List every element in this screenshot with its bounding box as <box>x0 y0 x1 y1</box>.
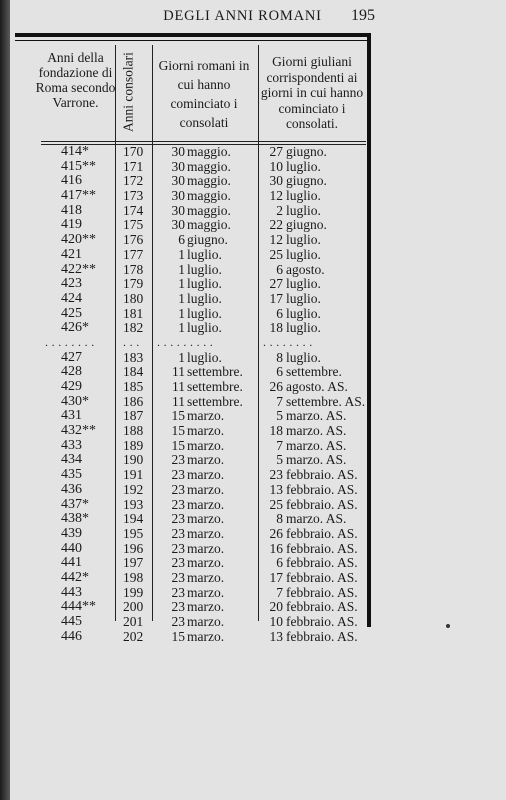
consular-year-cell: 184 <box>123 364 144 380</box>
founding-year-cell: 437* <box>61 496 89 512</box>
table-row <box>15 483 367 498</box>
julian-month-cell: giugno. <box>286 217 327 233</box>
table-row <box>15 556 367 571</box>
founding-year-cell: 431 <box>61 408 82 424</box>
roman-day-cell: 15 <box>171 437 185 453</box>
julian-month-cell: marzo. AS. <box>286 408 347 424</box>
header-roman-days: Giorni romani in cui hanno cominciato i consolati <box>158 58 250 130</box>
roman-day-cell: 23 <box>171 599 185 615</box>
table-row <box>15 351 367 366</box>
roman-month-cell: marzo. <box>187 584 225 600</box>
roman-day-cell: 23 <box>171 496 185 512</box>
founding-year-cell: 441 <box>61 555 82 571</box>
julian-day-cell: 6 <box>276 261 283 277</box>
roman-month-cell: luglio. <box>187 246 222 262</box>
consular-year-cell: 170 <box>123 144 144 159</box>
founding-year-cell: 422** <box>61 261 96 277</box>
consular-year-cell: 181 <box>123 305 144 321</box>
consular-year-cell: 177 <box>123 246 144 262</box>
table-row <box>15 468 367 483</box>
roman-month-cell: marzo. <box>187 408 225 424</box>
consular-year-cell: 189 <box>123 437 144 453</box>
consular-year-cell: 202 <box>123 628 144 644</box>
table-row <box>15 600 367 615</box>
consular-year-cell: 180 <box>123 290 144 306</box>
founding-year-cell: 444** <box>61 599 96 615</box>
julian-month-cell: marzo. AS. <box>286 452 347 468</box>
header-rule <box>41 141 366 142</box>
roman-month-cell: maggio. <box>187 202 231 218</box>
julian-month-cell: settembre. <box>286 364 342 380</box>
consular-year-cell: 174 <box>123 202 144 218</box>
table-row <box>15 365 367 380</box>
roman-day-cell: 1 <box>178 305 185 321</box>
julian-month-cell: febbraio. AS. <box>286 525 358 541</box>
consular-year-cell: 171 <box>123 158 144 174</box>
roman-day-cell: 30 <box>171 202 185 218</box>
roman-month-cell: marzo. <box>187 569 225 585</box>
header-founding-years: Anni della fondazione di Roma secondo Varrone. <box>35 50 116 110</box>
consular-year-cell: 188 <box>123 423 144 439</box>
roman-day-cell: 23 <box>171 569 185 585</box>
julian-day-cell: 26 <box>269 379 283 394</box>
consular-year-cell: 182 <box>123 320 144 336</box>
julian-month-cell: giugno. <box>286 173 327 189</box>
table-row <box>15 512 367 527</box>
julian-day-cell: 12 <box>269 232 283 248</box>
julian-month-cell: marzo. AS. <box>286 437 347 453</box>
founding-year-cell: 417** <box>61 188 96 204</box>
roman-day-cell: 30 <box>171 173 185 189</box>
table-row <box>15 204 367 219</box>
julian-day-cell: 12 <box>269 188 283 204</box>
julian-day-cell: 25 <box>269 246 283 262</box>
julian-day-cell: 18 <box>269 320 283 336</box>
julian-month-cell: marzo. AS. <box>286 423 347 439</box>
roman-day-cell: 15 <box>171 408 185 424</box>
roman-month-cell: marzo. <box>187 423 225 439</box>
roman-day-cell: 6 <box>178 232 185 248</box>
roman-day-cell: 23 <box>171 584 185 600</box>
founding-year-cell: 438* <box>61 511 89 527</box>
founding-year-cell: 426* <box>61 320 89 336</box>
consular-year-cell: 196 <box>123 540 144 556</box>
founding-year-cell: 423 <box>61 276 82 292</box>
julian-day-cell: 23 <box>269 467 283 483</box>
julian-month-cell: luglio. <box>286 276 321 292</box>
consular-year-cell: 201 <box>123 614 144 629</box>
founding-year-cell: 446 <box>61 628 82 644</box>
julian-day-cell: 7 <box>276 584 283 600</box>
roman-day-cell: 11 <box>172 379 185 394</box>
roman-month-cell: marzo. <box>187 614 225 629</box>
julian-month-cell: febbraio. AS. <box>286 569 358 585</box>
julian-month-cell: luglio. <box>286 320 321 336</box>
founding-year-cell: 418 <box>61 202 82 218</box>
julian-month-cell: luglio. <box>286 232 321 248</box>
roman-day-cell: 23 <box>171 614 185 629</box>
consular-year-cell: 183 <box>123 349 144 365</box>
julian-month-cell: agosto. AS. <box>286 379 348 394</box>
roman-day-cell: 1 <box>178 261 185 277</box>
roman-day-cell: 23 <box>171 525 185 541</box>
roman-day-cell: 11 <box>172 393 185 409</box>
table-row <box>15 277 367 292</box>
table-row <box>15 615 367 630</box>
roman-month-cell: marzo. <box>187 540 225 556</box>
roman-month-cell: maggio. <box>187 217 231 233</box>
julian-day-cell: 7 <box>276 393 283 409</box>
julian-day-cell: 13 <box>269 481 283 497</box>
roman-month-cell: luglio. <box>187 349 222 365</box>
julian-day-cell: 27 <box>269 144 283 159</box>
julian-month-cell: febbraio. AS. <box>286 481 358 497</box>
founding-year-cell: 443 <box>61 584 82 600</box>
roman-day-cell: 30 <box>171 217 185 233</box>
julian-month-cell: luglio. <box>286 246 321 262</box>
julian-day-cell: 6 <box>276 305 283 321</box>
consular-year-cell: 198 <box>123 569 144 585</box>
table-row <box>15 174 367 189</box>
founding-year-cell: 419 <box>61 217 82 233</box>
founding-year-cell: 414* <box>61 144 89 159</box>
julian-day-cell: 10 <box>269 158 283 174</box>
julian-month-cell: febbraio. AS. <box>286 555 358 571</box>
roman-month-cell: luglio. <box>187 261 222 277</box>
julian-day-cell: 17 <box>269 290 283 306</box>
julian-day-cell: 27 <box>269 276 283 292</box>
julian-day-cell: 6 <box>276 555 283 571</box>
table-row <box>15 527 367 542</box>
table-row <box>15 424 367 439</box>
table-row <box>15 307 367 322</box>
roman-month-cell: maggio. <box>187 173 231 189</box>
founding-year-cell: 442* <box>61 569 89 585</box>
consular-year-cell: 187 <box>123 408 144 424</box>
roman-month-cell: luglio. <box>187 320 222 336</box>
roman-day-cell: 11 <box>172 364 185 380</box>
julian-month-cell: luglio. <box>286 202 321 218</box>
julian-day-cell: 2 <box>276 202 283 218</box>
founding-year-cell: 445 <box>61 614 82 629</box>
julian-month-cell: febbraio. AS. <box>286 584 358 600</box>
founding-year-cell: 415** <box>61 158 96 174</box>
julian-month-cell: febbraio. AS. <box>286 467 358 483</box>
roman-day-cell: 30 <box>171 158 185 174</box>
julian-month-cell: agosto. <box>286 261 325 277</box>
founding-year-cell: 425 <box>61 305 82 321</box>
roman-day-cell: 1 <box>178 290 185 306</box>
consular-year-cell: 175 <box>123 217 144 233</box>
table-row <box>15 233 367 248</box>
table-row <box>15 248 367 263</box>
consular-year-cell: 195 <box>123 525 144 541</box>
julian-day-cell: 10 <box>269 614 283 629</box>
roman-day-cell: 1 <box>178 246 185 262</box>
consular-year-cell: 178 <box>123 261 144 277</box>
consular-year-cell: 191 <box>123 467 144 483</box>
roman-day-cell: 1 <box>178 276 185 292</box>
roman-month-cell: luglio. <box>187 276 222 292</box>
julian-month-cell: febbraio. AS. <box>286 599 358 615</box>
table-row <box>15 586 367 601</box>
consular-year-cell: 194 <box>123 511 144 527</box>
julian-day-cell: 5 <box>276 452 283 468</box>
table-row <box>15 189 367 204</box>
consular-year-cell: 199 <box>123 584 144 600</box>
roman-day-cell: 23 <box>171 467 185 483</box>
julian-day-cell: 22 <box>269 217 283 233</box>
roman-day-cell: 23 <box>171 481 185 497</box>
roman-day-cell: 23 <box>171 540 185 556</box>
consular-year-cell: 190 <box>123 452 144 468</box>
table-row <box>15 439 367 454</box>
roman-day-cell: 23 <box>171 511 185 527</box>
roman-month-cell: maggio. <box>187 144 231 159</box>
julian-day-cell: 17 <box>269 569 283 585</box>
consular-year-cell: 197 <box>123 555 144 571</box>
roman-day-cell: 23 <box>171 452 185 468</box>
founding-year-cell: 430* <box>61 393 89 409</box>
founding-year-cell: 436 <box>61 481 82 497</box>
table-row <box>15 571 367 586</box>
julian-day-cell: 30 <box>269 173 283 189</box>
roman-day-cell: 15 <box>171 423 185 439</box>
founding-year-cell: 424 <box>61 290 82 306</box>
roman-day-cell: 1 <box>178 320 185 336</box>
consular-year-cell: 176 <box>123 232 144 248</box>
table-row <box>15 409 367 424</box>
roman-month-cell: marzo. <box>187 555 225 571</box>
table-row <box>15 542 367 557</box>
julian-month-cell: luglio. <box>286 188 321 204</box>
roman-month-cell: marzo. <box>187 525 225 541</box>
roman-month-cell: luglio. <box>187 305 222 321</box>
roman-month-cell: marzo. <box>187 628 225 644</box>
consular-year-cell: 179 <box>123 276 144 292</box>
roman-month-cell: maggio. <box>187 158 231 174</box>
roman-day-cell: 30 <box>171 188 185 204</box>
julian-month-cell: luglio. <box>286 349 321 365</box>
julian-day-cell: 8 <box>276 511 283 527</box>
table-row <box>15 498 367 513</box>
roman-day-cell: 23 <box>171 555 185 571</box>
julian-month-cell: luglio. <box>286 305 321 321</box>
julian-month-cell: febbraio. AS. <box>286 614 358 629</box>
running-head: DEGLI ANNI ROMANI <box>163 8 322 24</box>
founding-year-cell: 429 <box>61 379 82 394</box>
roman-month-cell: luglio. <box>187 290 222 306</box>
julian-day-cell: 5 <box>276 408 283 424</box>
founding-year-cell: 427 <box>61 349 82 365</box>
founding-year-cell: 421 <box>61 246 82 262</box>
roman-month-cell: marzo. <box>187 452 225 468</box>
table-body <box>15 145 367 644</box>
roman-month-cell: marzo. <box>187 437 225 453</box>
founding-year-cell: 416 <box>61 173 82 189</box>
founding-year-cell: 428 <box>61 364 82 380</box>
founding-year-cell: 420** <box>61 232 96 248</box>
roman-month-cell: marzo. <box>187 511 225 527</box>
julian-day-cell: 7 <box>276 437 283 453</box>
consular-years-table <box>15 33 371 644</box>
julian-day-cell: 16 <box>269 540 283 556</box>
julian-month-cell: giugno. <box>286 144 327 159</box>
paper-speck <box>446 624 450 628</box>
table-row <box>15 145 367 160</box>
founding-year-cell: 434 <box>61 452 82 468</box>
header-consular-years: Anni consolari <box>120 52 136 132</box>
julian-day-cell: 8 <box>276 349 283 365</box>
founding-year-cell: 439 <box>61 525 82 541</box>
roman-month-cell: maggio. <box>187 188 231 204</box>
page-number: 195 <box>351 7 375 24</box>
table-row <box>15 218 367 233</box>
roman-month-cell: settembre. <box>187 379 243 394</box>
table-row <box>15 630 367 645</box>
julian-month-cell: febbraio. AS. <box>286 540 358 556</box>
table-row <box>15 160 367 175</box>
consular-year-cell: 185 <box>123 379 144 394</box>
roman-month-cell: settembre. <box>187 393 243 409</box>
consular-year-cell: 192 <box>123 481 144 497</box>
table-row <box>15 263 367 278</box>
roman-day-cell: 1 <box>178 349 185 365</box>
julian-month-cell: luglio. <box>286 290 321 306</box>
julian-month-cell: settembre. AS. <box>286 393 366 409</box>
founding-year-cell: 440 <box>61 540 82 556</box>
roman-month-cell: giugno. <box>187 232 228 248</box>
consular-year-cell: 193 <box>123 496 144 512</box>
roman-month-cell: marzo. <box>187 496 225 512</box>
founding-year-cell: 433 <box>61 437 82 453</box>
roman-day-cell: 15 <box>171 628 185 644</box>
roman-month-cell: settembre. <box>187 364 243 380</box>
julian-month-cell: febbraio. AS. <box>286 628 358 644</box>
table-row <box>15 453 367 468</box>
header-julian-days: Giorni giuliani corrispondenti ai giorni in cui hanno cominciato i consolati. <box>260 54 364 131</box>
table-row <box>15 321 367 336</box>
table-row <box>15 395 367 410</box>
julian-month-cell: febbraio. AS. <box>286 496 358 512</box>
roman-day-cell: 30 <box>171 144 185 159</box>
julian-day-cell: 26 <box>269 525 283 541</box>
consular-year-cell: 172 <box>123 173 144 189</box>
julian-day-cell: 25 <box>269 496 283 512</box>
julian-month-cell: marzo. AS. <box>286 511 347 527</box>
julian-day-cell: 6 <box>276 364 283 380</box>
roman-month-cell: marzo. <box>187 467 225 483</box>
founding-year-cell: 432** <box>61 423 96 439</box>
julian-day-cell: 13 <box>269 628 283 644</box>
julian-day-cell: 18 <box>269 423 283 439</box>
consular-year-cell: 186 <box>123 393 144 409</box>
table-row <box>15 292 367 307</box>
book-gutter-shadow <box>0 0 10 800</box>
consular-year-cell: 200 <box>123 599 144 615</box>
consular-year-cell: 173 <box>123 188 144 204</box>
roman-month-cell: marzo. <box>187 481 225 497</box>
row-separator-dots: ........ ... ......... ........ <box>45 334 316 349</box>
book-page <box>10 0 506 800</box>
julian-day-cell: 20 <box>269 599 283 615</box>
founding-year-cell: 435 <box>61 467 82 483</box>
roman-month-cell: marzo. <box>187 599 225 615</box>
table-row <box>15 380 367 395</box>
julian-month-cell: luglio. <box>286 158 321 174</box>
